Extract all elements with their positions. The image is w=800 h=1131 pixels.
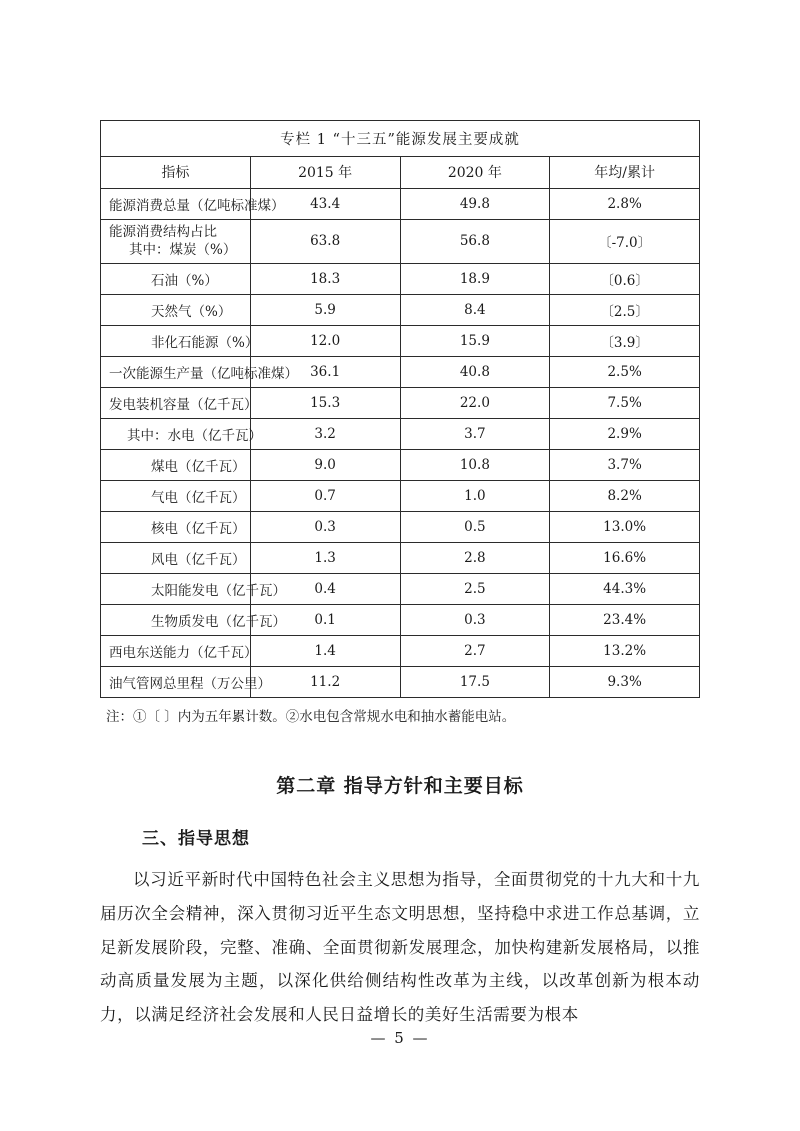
row-value-2020: 2.5 — [400, 574, 550, 605]
table-row — [101, 605, 700, 636]
row-value-2020: 49.8 — [400, 189, 550, 220]
row-value-rate: 3.7% — [550, 450, 700, 481]
row-value-rate: 9.3% — [550, 667, 700, 698]
table-row — [101, 512, 700, 543]
row-value-2020: 2.7 — [400, 636, 550, 667]
row-value-2015: 3.2 — [250, 419, 400, 450]
row-value-2015: 12.0 — [250, 326, 400, 357]
body-paragraph: 以习近平新时代中国特色社会主义思想为指导，全面贯彻党的十九大和十九届历次全会精神，深入贯彻习近平生态文明思想，坚持稳中求进工作总基调，立足新发展阶段，完整、准确、全面贯彻新发展理念，加快构建新发展格局，以推动高质量发展为主题，以深化供给侧结构性改革为主线，以改革创新为根本动力，以满足经济社会发展和人民日益增长的美好生活需要为根本 — [100, 870, 700, 1025]
table-caption: 专栏 1 “十三五”能源发展主要成就 — [101, 121, 700, 157]
table-row — [101, 419, 700, 450]
row-value-2020: 18.9 — [400, 264, 550, 295]
row-value-2015: 43.4 — [250, 189, 400, 220]
row-label: 其中：水电（亿千瓦） — [101, 419, 251, 450]
row-value-2020: 17.5 — [400, 667, 550, 698]
table-note: 注：①〔 〕内为五年累计数。②水电包含常规水电和抽水蓄能电站。 — [106, 709, 516, 726]
row-label: 非化石能源（%） — [101, 326, 251, 357]
row-value-2015: 11.2 — [250, 667, 400, 698]
row-value-rate: 16.6% — [550, 543, 700, 574]
row-value-2020: 8.4 — [400, 295, 550, 326]
row-value-2020: 2.8 — [400, 543, 550, 574]
row-value-rate: 〔2.5〕 — [550, 295, 700, 326]
row-value-rate: 13.0% — [550, 512, 700, 543]
row-value-2015: 9.0 — [250, 450, 400, 481]
row-value-rate: 〔3.9〕 — [550, 326, 700, 357]
row-value-rate: 7.5% — [550, 388, 700, 419]
row-value-rate: 44.3% — [550, 574, 700, 605]
column-header-rate: 年均/累计 — [550, 157, 700, 189]
column-header-2020: 2020 年 — [400, 157, 550, 189]
table-row — [101, 357, 700, 388]
row-value-2015: 18.3 — [250, 264, 400, 295]
row-value-rate: 2.8% — [550, 189, 700, 220]
table-caption-row — [101, 121, 700, 157]
energy-achievements-table — [100, 120, 700, 698]
row-value-2015: 0.7 — [250, 481, 400, 512]
row-value-rate: 〔0.6〕 — [550, 264, 700, 295]
row-value-2015: 0.3 — [250, 512, 400, 543]
column-header-2015: 2015 年 — [250, 157, 400, 189]
row-label: 气电（亿千瓦） — [101, 481, 251, 512]
row-value-2015: 0.1 — [250, 605, 400, 636]
row-value-rate: 2.5% — [550, 357, 700, 388]
chapter-title: 第二章 指导方针和主要目标 — [276, 775, 524, 798]
table-row — [101, 326, 700, 357]
row-label: 煤电（亿千瓦） — [101, 450, 251, 481]
row-value-2015: 1.4 — [250, 636, 400, 667]
row-label: 发电装机容量（亿千瓦） — [101, 388, 251, 419]
row-value-rate: 8.2% — [550, 481, 700, 512]
table-row — [101, 481, 700, 512]
table-header-row — [101, 157, 700, 189]
row-label: 核电（亿千瓦） — [101, 512, 251, 543]
row-label: 能源消费总量（亿吨标准煤） — [101, 189, 251, 220]
table-row — [101, 574, 700, 605]
page-number: — 5 — — [370, 1029, 430, 1047]
row-label: 天然气（%） — [101, 295, 251, 326]
table-row — [101, 543, 700, 574]
row-label: 一次能源生产量（亿吨标准煤） — [101, 357, 251, 388]
row-label: 石油（%） — [101, 264, 251, 295]
row-value-2015: 63.8 — [250, 220, 400, 264]
row-value-2020: 3.7 — [400, 419, 550, 450]
table-row — [101, 264, 700, 295]
row-value-2015: 1.3 — [250, 543, 400, 574]
row-value-rate: 〔-7.0〕 — [550, 220, 700, 264]
table-row — [101, 450, 700, 481]
row-value-2020: 0.3 — [400, 605, 550, 636]
row-label-line2: 其中：煤炭（%） — [129, 242, 237, 259]
table-row — [101, 220, 700, 264]
row-value-2020: 22.0 — [400, 388, 550, 419]
row-label-line1: 能源消费结构占比 — [109, 224, 217, 240]
table-row — [101, 636, 700, 667]
table-row — [101, 388, 700, 419]
table-row — [101, 189, 700, 220]
section-title: 三、指导思想 — [142, 829, 250, 850]
row-value-rate: 23.4% — [550, 605, 700, 636]
row-label — [101, 220, 251, 264]
row-value-2020: 1.0 — [400, 481, 550, 512]
row-value-2015: 15.3 — [250, 388, 400, 419]
row-value-2020: 40.8 — [400, 357, 550, 388]
row-value-rate: 13.2% — [550, 636, 700, 667]
row-value-2020: 56.8 — [400, 220, 550, 264]
row-value-2015: 5.9 — [250, 295, 400, 326]
row-label: 风电（亿千瓦） — [101, 543, 251, 574]
row-value-2020: 15.9 — [400, 326, 550, 357]
row-label: 油气管网总里程（万公里） — [101, 667, 251, 698]
column-header-indicator: 指标 — [101, 157, 251, 189]
row-label: 西电东送能力（亿千瓦） — [101, 636, 251, 667]
row-value-2015: 36.1 — [250, 357, 400, 388]
row-value-rate: 2.9% — [550, 419, 700, 450]
table-body — [101, 121, 700, 698]
table-row — [101, 667, 700, 698]
row-label: 太阳能发电（亿千瓦） — [101, 574, 251, 605]
row-value-2015: 0.4 — [250, 574, 400, 605]
row-value-2020: 10.8 — [400, 450, 550, 481]
table-row — [101, 295, 700, 326]
row-label: 生物质发电（亿千瓦） — [101, 605, 251, 636]
row-value-2020: 0.5 — [400, 512, 550, 543]
